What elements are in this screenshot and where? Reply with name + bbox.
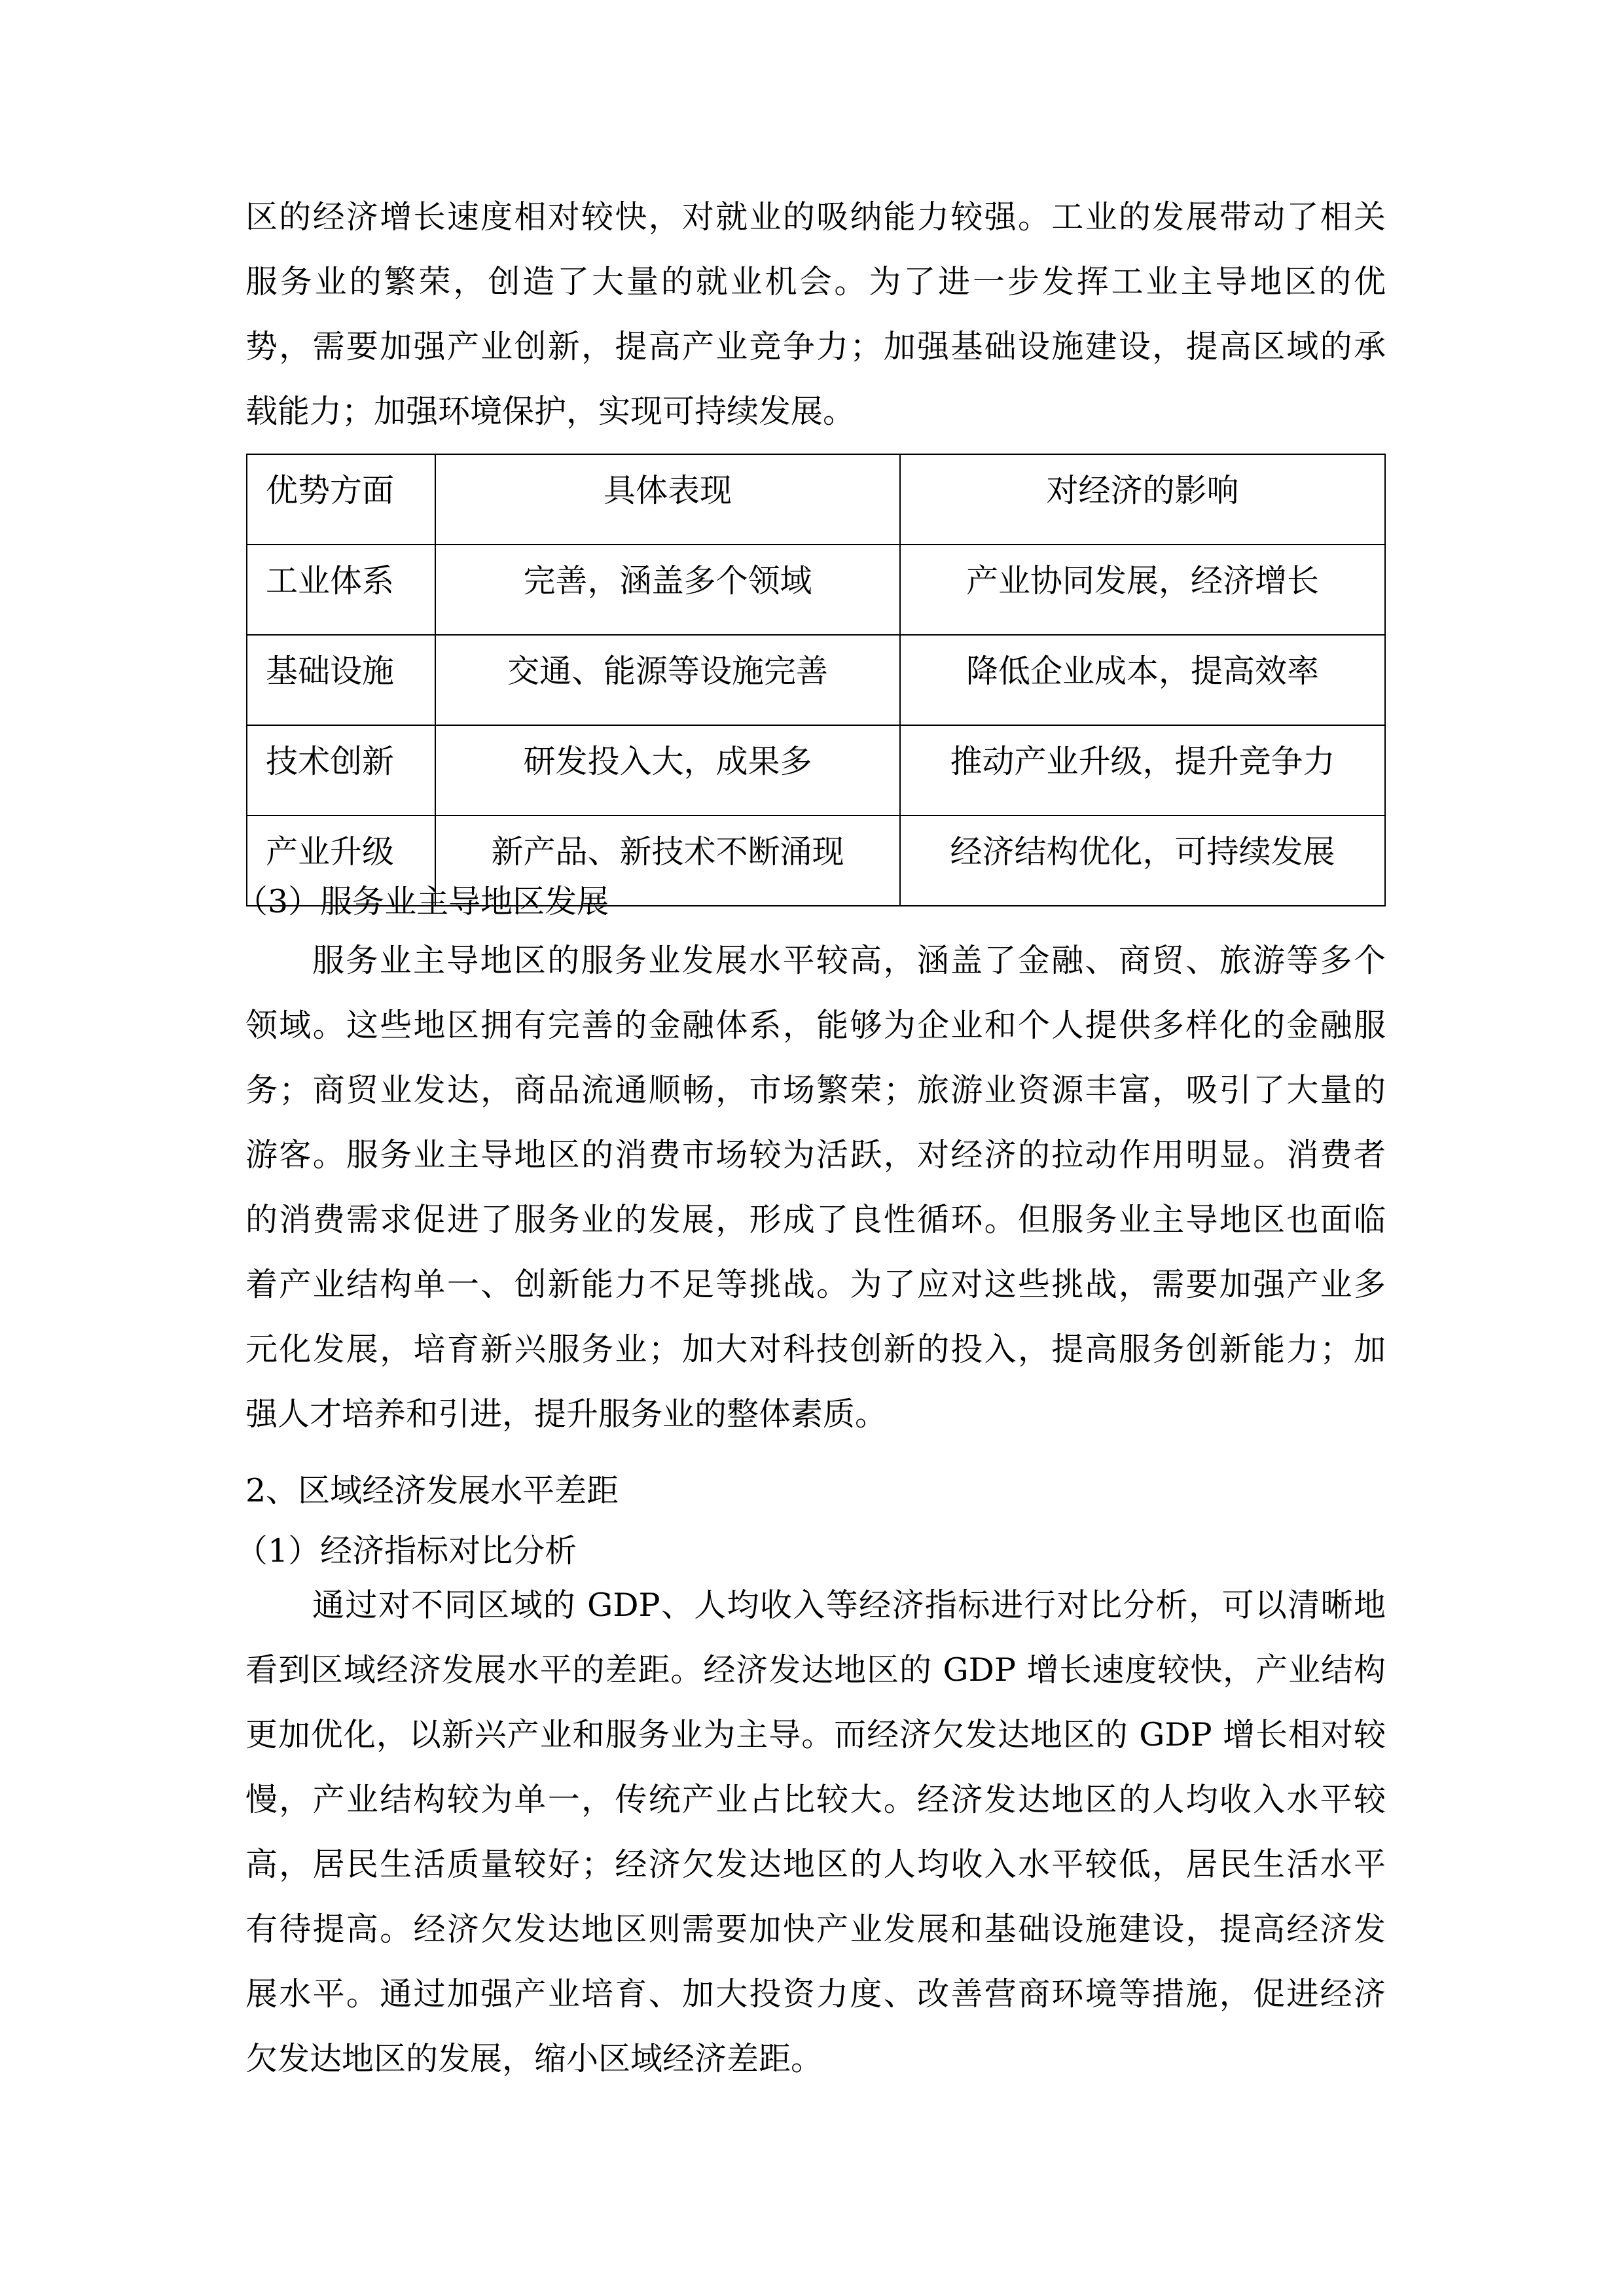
table-header-cell: 对经济的影响: [900, 454, 1385, 545]
table-cell: 推动产业升级，提升竞争力: [900, 725, 1385, 816]
table-cell: 新产品、新技术不断涌现: [435, 816, 900, 906]
text-line: 更加优化，以新兴产业和服务业为主导。而经济欠发达地区的 GDP 增长相对较: [245, 1716, 1386, 1753]
text-line: 服务业主导地区的服务业发展水平较高，涵盖了金融、商贸、旅游等多个: [312, 942, 1386, 979]
table-cell: 交通、能源等设施完善: [435, 635, 900, 725]
table-row: [247, 725, 1385, 816]
text-line: 务；商贸业发达，商品流通顺畅，市场繁荣；旅游业资源丰富，吸引了大量的: [245, 1071, 1386, 1109]
text-line: 看到区域经济发展水平的差距。经济发达地区的 GDP 增长速度较快，产业结构: [245, 1651, 1386, 1689]
text-line: 高，居民生活质量较好；经济欠发达地区的人均收入水平较低，居民生活水平: [245, 1846, 1386, 1883]
table-row: [247, 635, 1385, 725]
table-cell: 完善，涵盖多个领域: [435, 545, 900, 635]
table-header-cell: 具体表现: [435, 454, 900, 545]
text-line: 载能力；加强环境保护，实现可持续发展。: [245, 393, 856, 430]
text-line: 元化发展，培育新兴服务业；加大对科技创新的投入，提高服务创新能力；加: [245, 1331, 1386, 1368]
text-line: 强人才培养和引进，提升服务业的整体素质。: [245, 1395, 888, 1433]
table-cell: 产业升级: [247, 816, 435, 906]
table-cell: 技术创新: [247, 725, 435, 816]
text-line: 慢，产业结构较为单一，传统产业占比较大。经济发达地区的人均收入水平较: [245, 1781, 1386, 1818]
text-line: 区的经济增长速度相对较快，对就业的吸纳能力较强。工业的发展带动了相关: [245, 198, 1386, 236]
table-cell: 降低企业成本，提高效率: [900, 635, 1385, 725]
table-header-row: [247, 454, 1385, 545]
text-line: 的消费需求促进了服务业的发展，形成了良性循环。但服务业主导地区也面临: [245, 1201, 1386, 1238]
table-cell: 经济结构优化，可持续发展: [900, 816, 1385, 906]
paragraph-indicators: [245, 1573, 1386, 2091]
text-line: 着产业结构单一、创新能力不足等挑战。为了应对这些挑战，需要加强产业多: [245, 1266, 1386, 1303]
text-line: 领域。这些地区拥有完善的金融体系，能够为企业和个人提供多样化的金融服: [245, 1007, 1386, 1044]
paragraph-industry-continued: [245, 185, 1386, 444]
table-cell: 基础设施: [247, 635, 435, 725]
paragraph-services: [245, 928, 1386, 1446]
text-line: 势，需要加强产业创新，提高产业竞争力；加强基础设施建设，提高区域的承: [245, 328, 1386, 365]
text-line: 游客。服务业主导地区的消费市场较为活跃，对经济的拉动作用明显。消费者: [245, 1136, 1386, 1174]
subsection-1-heading: （1）经济指标对比分析: [236, 1532, 577, 1570]
text-line: 展水平。通过加强产业培育、加大投资力度、改善营商环境等措施，促进经济: [245, 1975, 1386, 2013]
text-line: 服务业的繁荣，创造了大量的就业机会。为了进一步发挥工业主导地区的优: [245, 263, 1386, 300]
text-line: 有待提高。经济欠发达地区则需要加快产业发展和基础设施建设，提高经济发: [245, 1910, 1386, 1948]
advantages-table: [246, 454, 1386, 906]
section-2-heading: 2、区域经济发展水平差距: [245, 1472, 619, 1509]
section-3-heading: （3）服务业主导地区发展: [236, 883, 609, 920]
table-header-cell: 优势方面: [247, 454, 435, 545]
table-cell: 工业体系: [247, 545, 435, 635]
text-line: 欠发达地区的发展，缩小区域经济差距。: [245, 2040, 823, 2077]
text-line: 通过对不同区域的 GDP、人均收入等经济指标进行对比分析，可以清晰地: [312, 1587, 1386, 1624]
table-row: [247, 545, 1385, 635]
table-cell: 研发投入大，成果多: [435, 725, 900, 816]
table-cell: 产业协同发展，经济增长: [900, 545, 1385, 635]
